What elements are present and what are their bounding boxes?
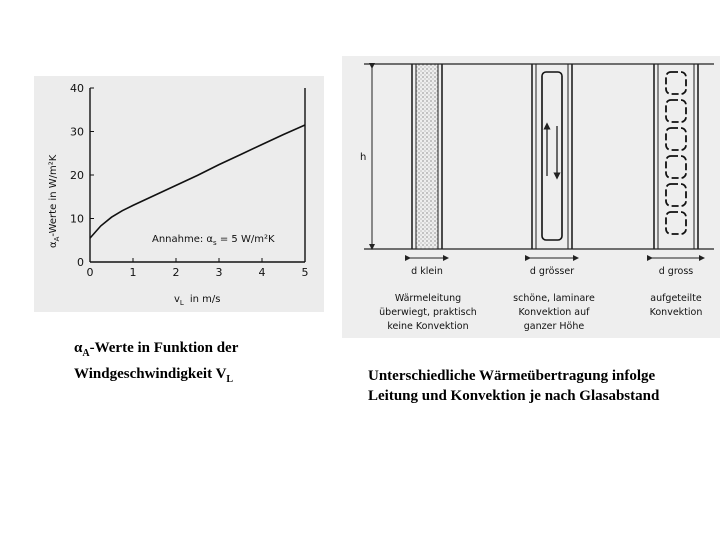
caption-alpha: α xyxy=(74,340,83,356)
convection-cell-5 xyxy=(666,184,686,206)
chart-caption xyxy=(74,338,314,390)
y-axis-label: $\alpha_A$-Werte in W/m²K xyxy=(48,154,61,248)
y-tick-label: 20 xyxy=(70,169,84,182)
column-narrow xyxy=(408,64,446,258)
axis-ticks xyxy=(70,82,309,279)
x-tick-label: 0 xyxy=(86,266,94,279)
desc-large-2: Konvektion xyxy=(649,307,703,318)
convection-diagram xyxy=(342,56,720,338)
column-wide xyxy=(650,64,702,258)
x-tick-label: 5 xyxy=(301,266,309,279)
diagram-panel xyxy=(342,56,720,338)
laminar-loop xyxy=(542,72,562,240)
chart-panel xyxy=(34,76,324,312)
convection-cell-2 xyxy=(666,100,686,122)
series-line xyxy=(90,125,305,238)
height-label: h xyxy=(360,152,367,163)
caption-line2: Windgeschwindigkeit V xyxy=(74,366,227,382)
dim-label-large: d gross xyxy=(658,266,694,277)
desc-small-1: Wärmeleitung xyxy=(394,293,462,304)
desc-small-2: überwiegt, praktisch xyxy=(379,307,477,318)
conduction-fill xyxy=(416,64,438,249)
y-tick-label: 0 xyxy=(77,256,84,269)
x-tick-label: 2 xyxy=(172,266,180,279)
y-tick-label: 10 xyxy=(70,212,84,226)
dim-label-medium: d grösser xyxy=(529,266,575,277)
desc-small-3: keine Konvektion xyxy=(387,321,469,332)
desc-medium-2: Konvektion auf xyxy=(518,307,590,318)
caption-line1: -Werte in Funktion der xyxy=(89,340,239,356)
x-tick-label: 1 xyxy=(129,266,137,279)
annotation-text: Annahme: $\alpha_s = 5$ W/m²K xyxy=(152,234,275,247)
caption-line2-sub: L xyxy=(226,374,234,385)
column-medium xyxy=(528,64,576,258)
x-tick-label: 4 xyxy=(258,266,266,279)
convection-cell-1 xyxy=(666,72,686,94)
diagram-caption: Unterschiedliche Wärmeübertragung infolge Leitung und Konvektion je nach Glasabstand xyxy=(368,368,660,404)
dim-label-small: d klein xyxy=(411,266,443,277)
y-tick-label: 40 xyxy=(70,82,84,95)
convection-cell-6 xyxy=(666,212,686,234)
convection-cell-4 xyxy=(666,156,686,178)
alpha-wind-chart xyxy=(34,76,324,312)
x-axis-label: $v_L$ in m/s xyxy=(174,294,221,307)
x-tick-label: 3 xyxy=(215,266,223,279)
y-tick-label: 30 xyxy=(70,125,84,139)
caption-alpha-sub: A xyxy=(82,348,90,359)
convection-cell-3 xyxy=(666,128,686,150)
desc-medium-3: ganzer Höhe xyxy=(523,321,585,332)
desc-medium-1: schöne, laminare xyxy=(513,293,595,304)
desc-large-1: aufgeteilte xyxy=(650,293,702,304)
